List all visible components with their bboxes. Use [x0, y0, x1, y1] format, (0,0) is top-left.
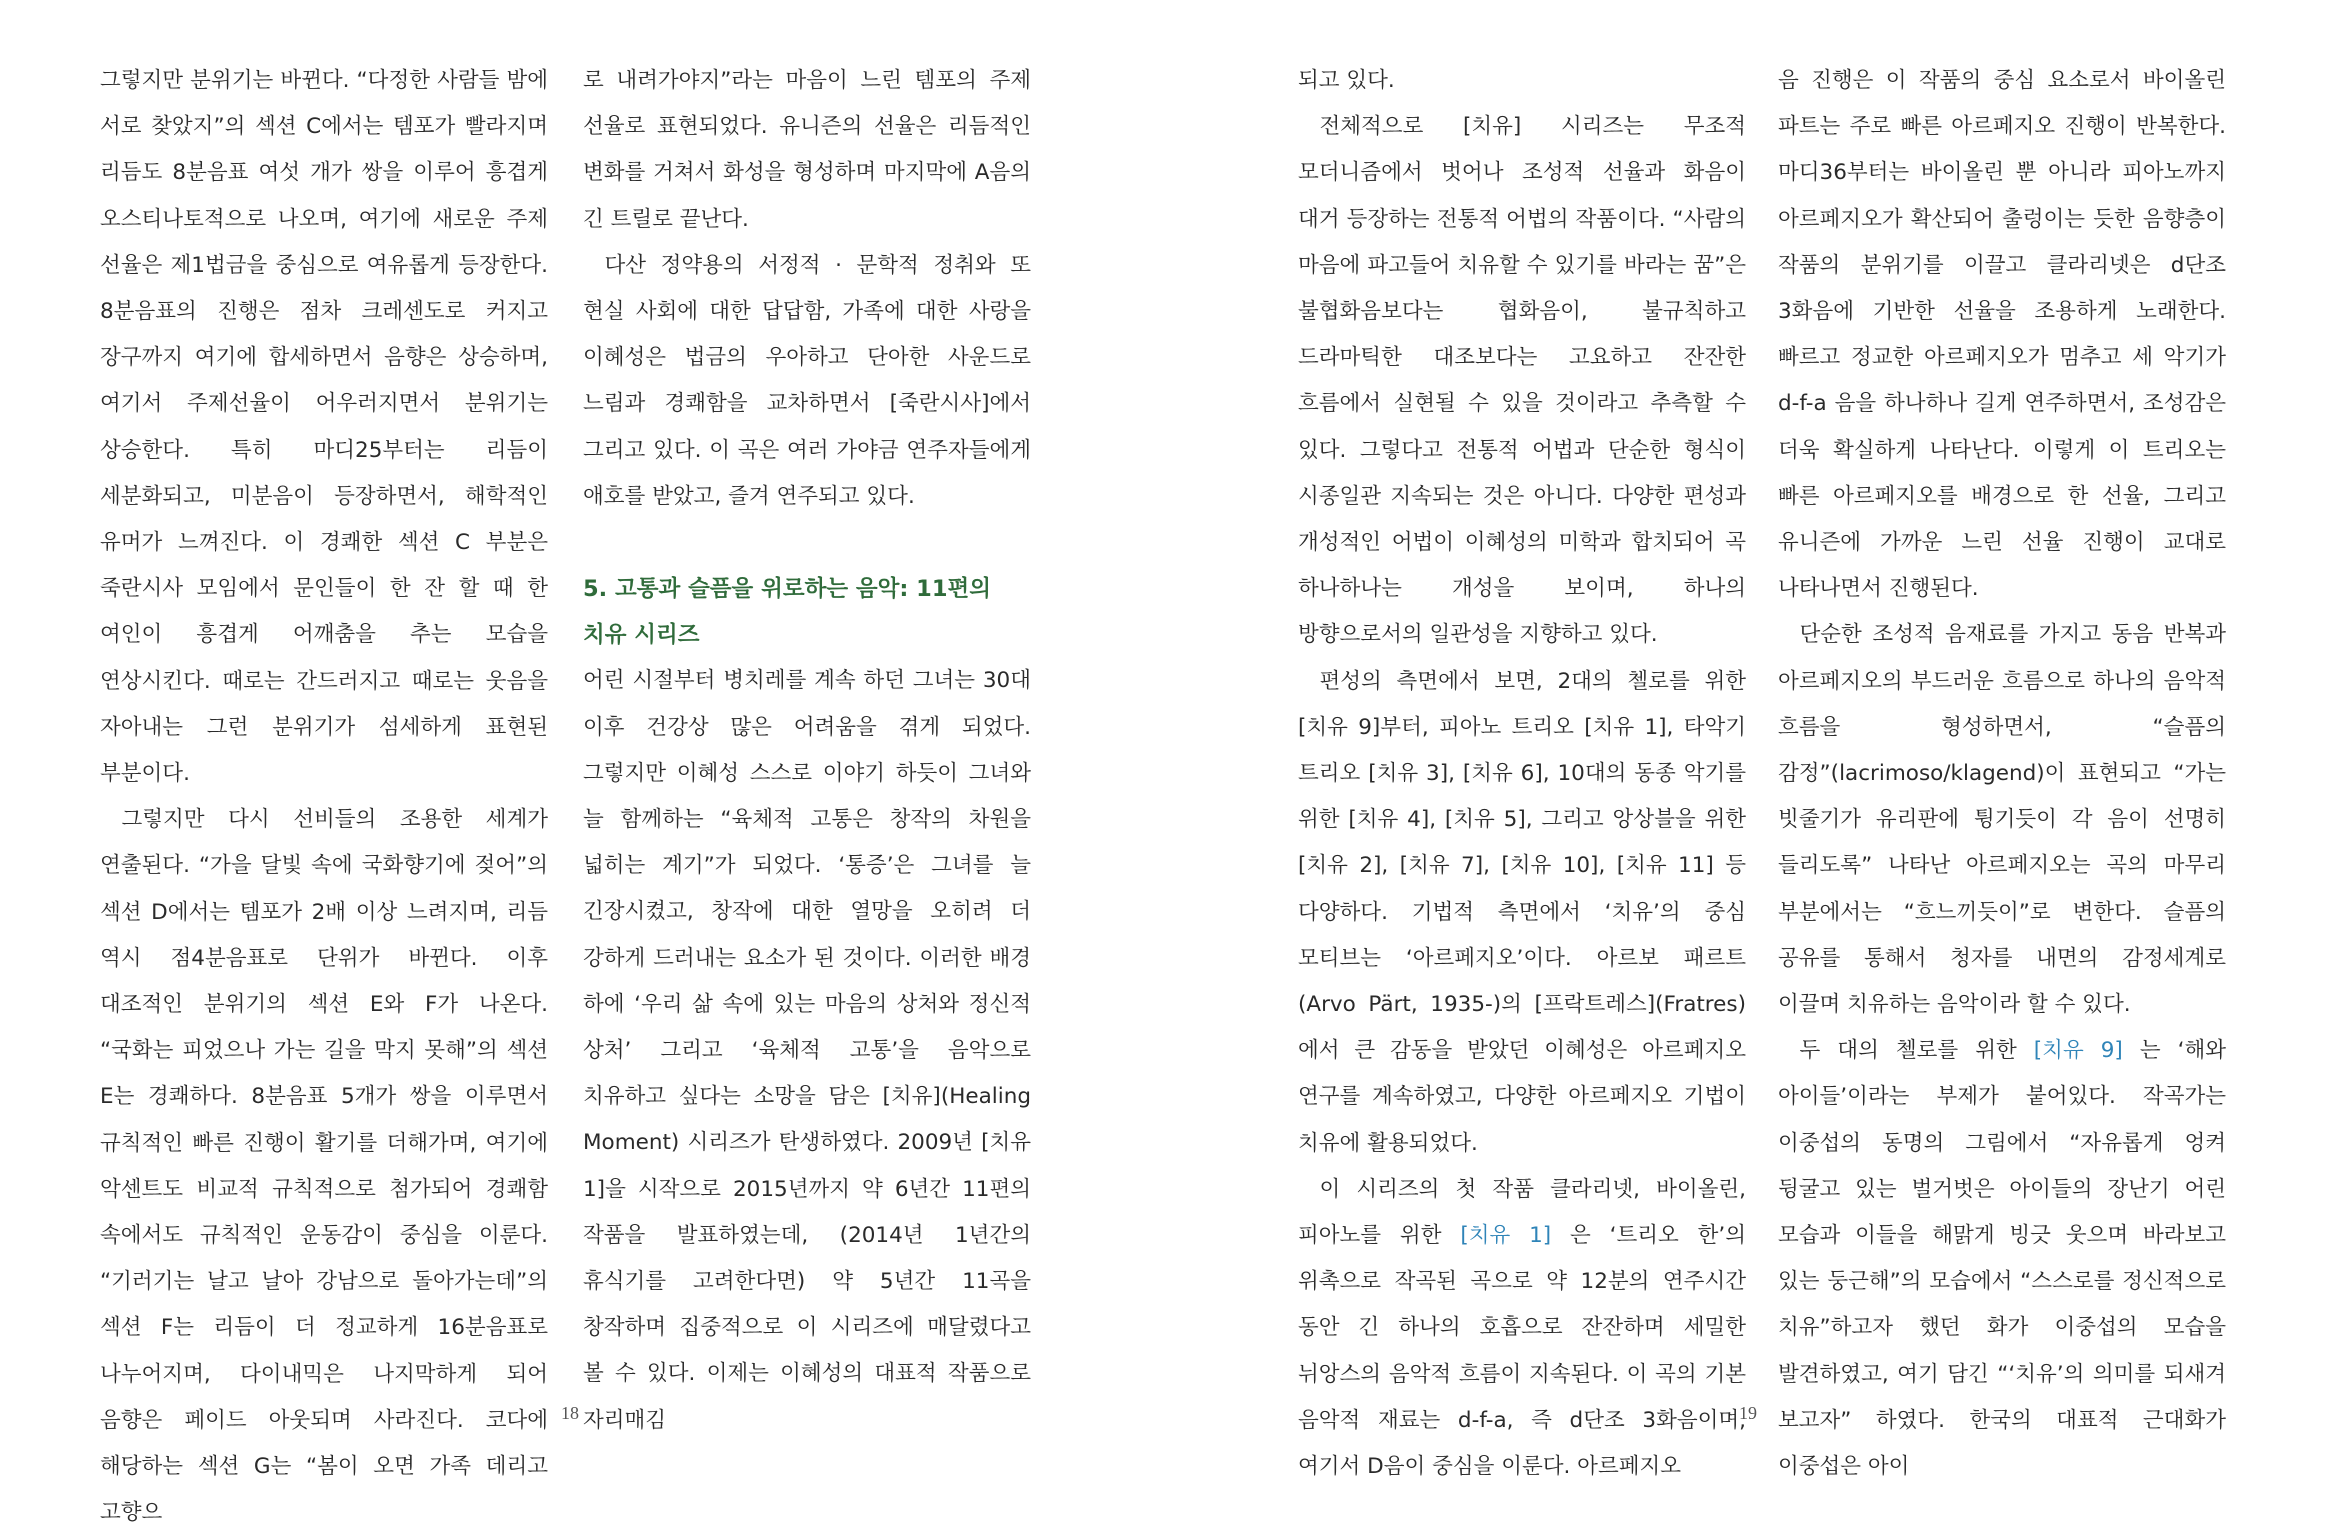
text-run: 는 ‘해와 아이들’이라는 부제가 붙어있다. 작곡가는 이중섭의 동명의 그림에서 “자유롭게 엉켜 뒹굴고 있는 벌거벗은 아이들의 장난기 어린 모습과 이들을 해맑게 빙긋 웃으며 바라보고 있는 둥근해”의 모습에서 “스스로를 정신적으로 치유”하고자 했던 화가 이중섭의 모습을 발견하였고, 여기 담긴 “‘치유’의 의미를 되새겨 보고자” 하였다. 한국의 대표적 근대화가 이중섭은 아이 [1778, 1038, 2227, 1480]
work-reference-link: [치유 9] [2033, 1038, 2123, 1064]
text-run: 은 ‘트리오 한’의 위촉으로 작곡된 곡으로 약 12분의 연주시간 동안 긴 하나의 호흡으로 잔잔하며 세밀한 뉘앙스의 음악적 흐름이 지속된다. 이 곡의 기본 음악적 재료는 d-f-a, 즉 d단조 3화음이며, 여기서 D음이 중심을 이룬다. 아르페지오 [1298, 1223, 1746, 1480]
paragraph: 그렇지만 다시 선비들의 조용한 세계가 연출된다. “가을 달빛 속에 국화향기에 젖어”의 섹션 D에서는 템포가 2배 이상 느려지며, 리듬 역시 점4분음표로 단위가 바뀐다. 이후 대조적인 분위기의 섹션 E와 F가 나온다. “국화는 피었으나 가는 길을 막지 못해”의 섹션 E는 경쾌하다. 8분음표 5개가 쌍을 이루면서 규칙적인 빠른 진행이 활기를 더해가며, 여기에 악센트도 비교적 규칙적으로 첨가되어 경쾌함 속에서도 규칙적인 운동감이 중심을 이룬다. “기러기는 날고 날아 강남으로 돌아가는데”의 섹션 F는 리듬이 더 정교하게 16분음표로 나누어지며, 다이내믹은 나지막하게 되어 음향은 페이드 아웃되며 사라진다. 코다에 해당하는 섹션 G는 “봄이 오면 가족 데리고 고향으 [100, 807, 548, 1526]
paragraph: 되고 있다. [1298, 68, 1395, 93]
page-number: 19 [1739, 1403, 1757, 1423]
paragraph: 다산 정약용의 서정적 · 문학적 정취와 또 현실 사회에 대한 답답함, 가족에 대한 사랑을 이혜성은 법금의 우아하고 단아한 사운드로 느림과 경쾌함을 교차하면서 [죽란시사]에서 그리고 있다. 이 곡은 여러 가야금 연주자들에게 애호를 받았고, 즐겨 연주되고 있다. [583, 252, 1031, 509]
paragraph: 그렇지만 분위기는 바뀐다. “다정한 사람들 밤에 서로 찾았지”의 섹션 C에서는 템포가 빨라지며 리듬도 8분음표 여섯 개가 쌍을 이루어 흥겹게 오스티나토적으로 나오며, 여기에 새로운 주제 선율은 제1법금을 중심으로 여유롭게 등장한다. 8분음표의 진행은 점차 크레센도로 커지고 장구까지 여기에 합세하면서 음향은 상승하며, 여기서 주제선율이 어우러지면서 분위기는 상승한다. 특히 마디25부터는 리듬이 세분화되고, 미분음이 등장하면서, 해학적인 유머가 느껴진다. 이 경쾌한 섹션 C 부분은 죽란시사 모임에서 문인들이 한 잔 할 때 한 여인이 흥겹게 어깨춤을 추는 모습을 연상시킨다. 때로는 간드러지고 때로는 웃음을 자아내는 그런 분위기가 섬세하게 표현된 부분이다. [100, 68, 548, 787]
page-number: 18 [561, 1403, 579, 1423]
paragraph: 음 진행은 이 작품의 중심 요소로서 바이올린 파트는 주로 빠른 아르페지오 진행이 반복한다. 마디36부터는 바이올린 뿐 아니라 피아노까지 아르페지오가 확산되어 출렁이는 듯한 음향층이 작품의 분위기를 이끌고 클라리넷은 d단조 3화음에 기반한 선율을 조용하게 노래한다. 빠르고 정교한 아르페지오가 멈추고 세 악기가 d-f-a 음을 하나하나 길게 연주하면서, 조성감은 더욱 확실하게 나타난다. 이렇게 이 트리오는 빠른 아르페지오를 배경으로 한 선율, 그리고 유니즌에 가까운 느린 선율 진행이 교대로 나타나면서 진행된다. [1778, 68, 2226, 602]
text-run: 두 대의 첼로를 위한 [1799, 1038, 2034, 1064]
paragraph: 어린 시절부터 병치레를 계속 하던 그녀는 30대 이후 건강상 많은 어려움을 겪게 되었다. 그렇지만 이혜성 스스로 이야기 하듯이 그녀와 늘 함께하는 “육체적 고통은 창작의 차원을 넓히는 계기”가 되었다. ‘통증’은 그녀를 늘 긴장시켰고, 창작에 대한 열망을 오히려 더 강하게 드러내는 요소가 된 것이다. 이러한 배경 하에 ‘우리 삶 속에 있는 마음의 상처와 정신적 상처’ 그리고 ‘육체적 고통’을 음악으로 치유하고 싶다는 소망을 담은 [치유](Healing Moment) 시리즈가 탄생하였다. 2009년 [치유 1]을 시작으로 2015년까지 약 6년간 11편의 작품을 발표하였는데, (2014년 1년간의 휴식기를 고려한다면) 약 5년간 11곡을 창작하며 집중적으로 이 시리즈에 매달렸다고 볼 수 있다. 이제는 이혜성의 대표적 작품으로 자리매김 [583, 668, 1031, 1433]
paragraph [1778, 1028, 2226, 1490]
paragraph: 전체적으로 [치유] 시리즈는 무조적 모더니즘에서 벗어나 조성적 선율과 화음이 대거 등장하는 전통적 어법의 작품이다. “사람의 마음에 파고들어 치유할 수 있기를 바라는 꿈”은 불협화음보다는 협화음이, 불규칙하고 드라마틱한 대조보다는 고요하고 잔잔한 흐름에서 실현될 수 있을 것이라고 추측할 수 있다. 그렇다고 전통적 어법과 단순한 형식이 시종일관 지속되는 것은 아니다. 다양한 편성과 개성적인 어법이 이혜성의 미학과 합치되어 곡 하나하나는 개성을 보이며, 하나의 방향으로서의 일관성을 지향하고 있다. [1298, 114, 1746, 648]
right-column-1 [1298, 58, 1746, 1490]
left-column-1 [100, 58, 548, 1537]
section-heading: 5. 고통과 슬픔을 위로하는 음악: 11편의 치유 시리즈 [583, 576, 991, 649]
paragraph: 로 내려가야지”라는 마음이 느린 템포의 주제 선율로 표현되었다. 유니즌의 선율은 리듬적인 변화를 거쳐서 화성을 형성하며 마지막에 A음의 긴 트릴로 끝난다. [583, 68, 1031, 232]
right-page [1163, 0, 2326, 1480]
text-run: 이 시리즈의 첫 작품 클라리넷, 바이올린, 피아노를 위한 [1298, 1176, 1746, 1249]
paragraph: 단순한 조성적 음재료를 가지고 동음 반복과 아르페지오의 부드러운 흐름으로 하나의 음악적 흐름을 형성하면서, “슬픔의 감정”(lacrimoso/klagend)이 표현되고 “가는 빗줄기가 유리판에 튕기듯이 각 음이 선명히 들리도록” 나타난 아르페지오는 곡의 마무리 부분에서는 “흐느끼듯이”로 변한다. 슬픔의 공유를 통해서 청자를 내면의 감정세계로 이끌며 치유하는 음악이라 할 수 있다. [1778, 622, 2226, 1018]
work-reference-link: [치유 1] [1460, 1223, 1552, 1249]
left-column-2 [583, 58, 1031, 1444]
paragraph: 편성의 측면에서 보면, 2대의 첼로를 위한 [치유 9]부터, 피아노 트리오 [치유 1], 타악기 트리오 [치유 3], [치유 6], 10대의 동종 악기를 위한 [치유 4], [치유 5], 그리고 앙상블을 위한 [치유 2], [치유 7], [치유 10], [치유 11] 등 다양하다. 기법적 측면에서 ‘치유’의 중심 모티브는 ‘아르페지오’이다. 아르보 패르트(Arvo Pärt, 1935-)의 [프락트레스](Fratres)에서 큰 감동을 받았던 이혜성은 아르페지오 연구를 계속하였고, 다양한 아르페지오 기법이 치유에 활용되었다. [1298, 668, 1746, 1156]
right-column-2 [1778, 58, 2226, 1490]
left-page [0, 0, 1163, 1526]
paragraph [1298, 1167, 1746, 1490]
